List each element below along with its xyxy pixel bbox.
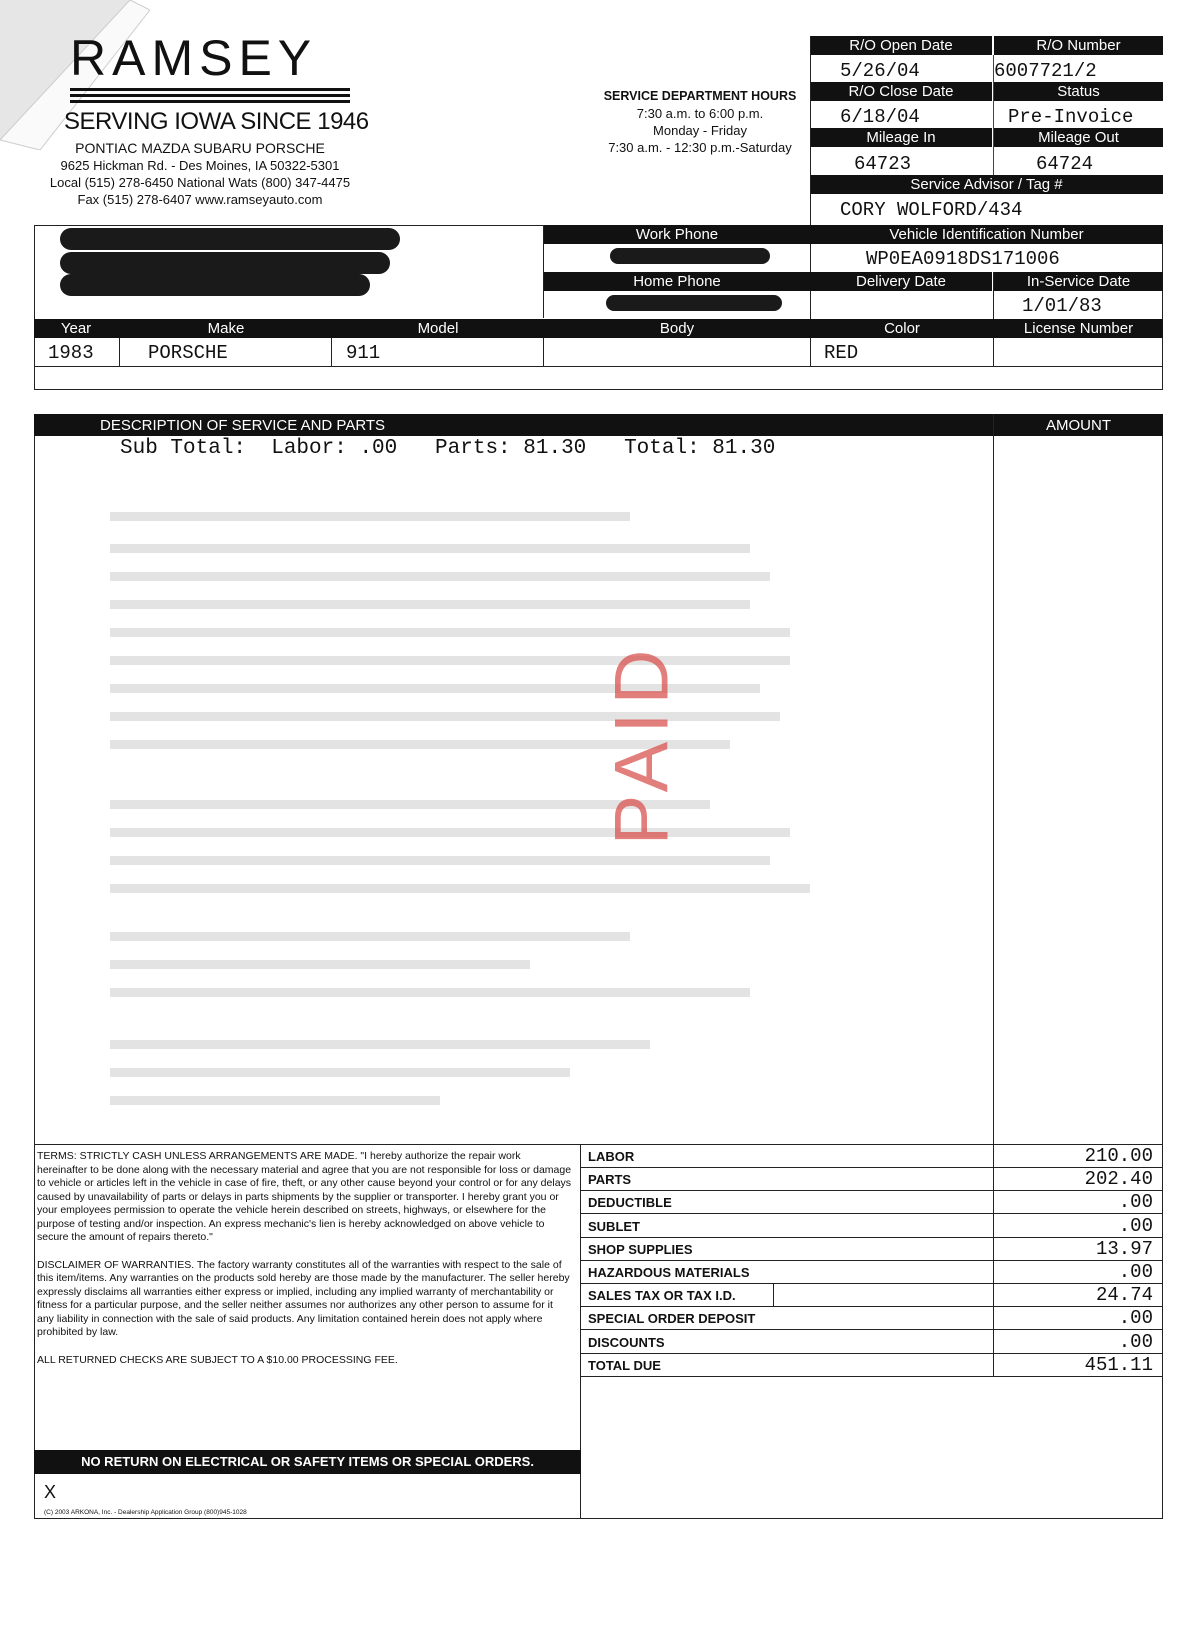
totals-value: 210.00 — [1084, 1145, 1153, 1167]
totals-value: .00 — [1118, 1261, 1153, 1283]
home-phone-redacted — [606, 295, 782, 311]
vehicle-model: 911 — [346, 342, 381, 364]
ro-close-date-label: R/O Close Date — [810, 82, 992, 101]
totals-label: DEDUCTIBLE — [588, 1195, 672, 1211]
vehicle-make: PORSCHE — [148, 342, 228, 364]
subtotal-line: Sub Total: Labor: .00 Parts: 81.30 Total: 81.30 — [120, 437, 776, 460]
dealer-tagline: SERVING IOWA SINCE 1946 — [64, 108, 369, 135]
totals-value: .00 — [1118, 1214, 1153, 1237]
dealer-logo — [70, 30, 350, 103]
totals-value: 451.11 — [1084, 1353, 1153, 1376]
totals-label: TOTAL DUE — [588, 1357, 661, 1373]
customer-street-redacted — [60, 252, 390, 274]
totals-value-divider — [993, 1145, 994, 1377]
mileage-out-label: Mileage Out — [994, 128, 1163, 147]
returned-checks-text: ALL RETURNED CHECKS ARE SUBJECT TO A $10.00 PROCESSING FEE. — [37, 1353, 398, 1366]
in-service-date-label: In-Service Date — [994, 272, 1163, 291]
totals-value: 24.74 — [1095, 1284, 1153, 1307]
service-advisor: CORY WOLFORD/434 — [840, 199, 1023, 221]
customer-city-redacted — [60, 274, 370, 296]
signature-line[interactable]: X — [44, 1482, 57, 1502]
ro-open-date: 5/26/04 — [840, 60, 920, 82]
terms-block — [37, 1150, 572, 1377]
dealer-phones: Local (515) 278-6450 National Wats (800) 347-4475 — [49, 175, 351, 190]
vin-label: Vehicle Identification Number — [810, 225, 1163, 244]
customer-name-redacted — [60, 228, 400, 250]
dealer-brands: PONTIAC MAZDA SUBARU PORSCHE — [75, 140, 325, 156]
vin: WP0EA0918DS171006 — [866, 248, 1060, 270]
totals-label: SPECIAL ORDER DEPOSIT — [588, 1311, 756, 1327]
model-label: Model — [332, 319, 544, 338]
logo-rules — [70, 88, 350, 103]
col-divider — [331, 338, 332, 366]
dealer-name: RAMSEY — [70, 30, 318, 86]
copyright-text: (C) 2003 ARKONA, Inc. - Dealership Application Group (800)945-1028 — [44, 1509, 247, 1516]
totals-value: .00 — [1118, 1191, 1153, 1214]
totals-label: SUBLET — [588, 1218, 640, 1234]
dealer-address: 9625 Hickman Rd. - Des Moines, IA 50322-5301 — [60, 158, 340, 173]
totals-row — [580, 1331, 1163, 1354]
totals-row — [580, 1354, 1163, 1377]
hours-line2: Monday - Friday — [653, 123, 747, 138]
ro-grid-divider — [993, 55, 994, 175]
col-divider — [543, 338, 544, 366]
totals-label: PARTS — [588, 1172, 632, 1188]
terms-text: TERMS: STRICTLY CASH UNLESS ARRANGEMENTS ARE MADE. "I hereby authorize the repair work hereinafter to be done along with the necessary material and agree that you are not responsible for loss or damage to vehicle or articles left in the vehicle in case of fire, theft, or any other cause beyond your control or for any delays caused by unavailability of parts or delays in parts shipments by the supplier or transporter. I hereby grant you or your employees permission to operate the vehicle herein described on streets, highways, or elsewhere for the purpose of testing and/or inspection. An express mechanic's lien is hereby acknowledged on above vehicle to secure the amount of repairs thereto." — [37, 1150, 572, 1243]
totals-row — [580, 1145, 1163, 1168]
ro-close-date: 6/18/04 — [840, 106, 920, 128]
totals-label: HAZARDOUS MATERIALS — [588, 1265, 750, 1280]
paid-stamp: PAID — [599, 641, 685, 846]
service-desc-label: DESCRIPTION OF SERVICE AND PARTS — [100, 417, 386, 434]
contact-divider — [543, 225, 544, 318]
no-return-text: NO RETURN ON ELECTRICAL OR SAFETY ITEMS OR SPECIAL ORDERS. — [81, 1454, 534, 1469]
hours-line1: 7:30 a.m. to 6:00 p.m. — [636, 106, 764, 121]
ro-status-label: Status — [994, 82, 1163, 101]
year-label: Year — [34, 319, 118, 338]
totals-row — [580, 1307, 1163, 1330]
ro-number: 6007721/2 — [994, 60, 1097, 82]
hours-title: SERVICE DEPARTMENT HOURS — [603, 89, 797, 103]
service-hours — [590, 88, 810, 156]
totals-row — [580, 1168, 1163, 1191]
vehicle-row-border — [34, 366, 1163, 367]
col-divider — [993, 338, 994, 366]
totals-value: 202.40 — [1084, 1168, 1153, 1191]
license-label: License Number — [994, 319, 1163, 338]
mileage-in-label: Mileage In — [810, 128, 992, 147]
totals-row — [580, 1284, 1163, 1307]
ro-info-grid — [810, 36, 1163, 225]
totals-label: SHOP SUPPLIES — [588, 1241, 693, 1257]
disclaimer-text: DISCLAIMER OF WARRANTIES. The factory warranty constitutes all of the warranties with respect to the sale of this item/items. Any warranties on the products sold hereby are those made by the manufacturer. The seller hereby expressly disclaims all warranties either express or implied, including any implied warranty of merchantability or fitness for a particular purpose, and the seller neither assumes nor authorizes any other person to assume for it any liability in connection with the sale of said products. Any limitation contained herein does not apply where prohibited by law. — [37, 1258, 570, 1338]
totals-label: DISCOUNTS — [588, 1334, 665, 1350]
dealer-fax-web: Fax (515) 278-6407 www.ramseyauto.com — [77, 192, 323, 207]
amount-label: AMOUNT — [1046, 417, 1111, 434]
totals-label: LABOR — [588, 1149, 635, 1164]
work-phone-label: Work Phone — [544, 225, 810, 244]
mileage-in: 64723 — [854, 153, 912, 175]
totals-row — [580, 1261, 1163, 1284]
amount-column-divider — [993, 414, 994, 1144]
bleed-through-texture — [110, 500, 810, 1120]
totals-label: SALES TAX OR TAX I.D. — [588, 1288, 736, 1304]
totals-row — [580, 1238, 1163, 1261]
totals-value: .00 — [1118, 1330, 1153, 1353]
ro-number-label: R/O Number — [994, 36, 1163, 55]
ro-open-date-label: R/O Open Date — [810, 36, 992, 55]
work-phone-redacted — [610, 248, 770, 264]
vehicle-year: 1983 — [48, 342, 94, 364]
service-advisor-label: Service Advisor / Tag # — [810, 175, 1163, 194]
color-label: Color — [810, 319, 994, 338]
body-label: Body — [544, 319, 810, 338]
in-service-date: 1/01/83 — [1022, 295, 1102, 317]
col-divider — [119, 338, 120, 366]
home-phone-label: Home Phone — [544, 272, 810, 291]
dealer-info — [30, 140, 370, 208]
totals-row — [580, 1215, 1163, 1238]
delivery-date-label: Delivery Date — [810, 272, 992, 291]
totals-value: 13.97 — [1095, 1237, 1153, 1260]
hours-line3: 7:30 a.m. - 12:30 p.m.-Saturday — [608, 140, 792, 155]
mileage-out: 64724 — [1036, 153, 1094, 175]
ro-status: Pre-Invoice — [1008, 106, 1134, 128]
totals-row — [580, 1191, 1163, 1214]
totals-value: .00 — [1118, 1307, 1153, 1330]
tax-id-divider — [773, 1284, 774, 1306]
make-label: Make — [120, 319, 332, 338]
vehicle-color: RED — [824, 342, 859, 364]
